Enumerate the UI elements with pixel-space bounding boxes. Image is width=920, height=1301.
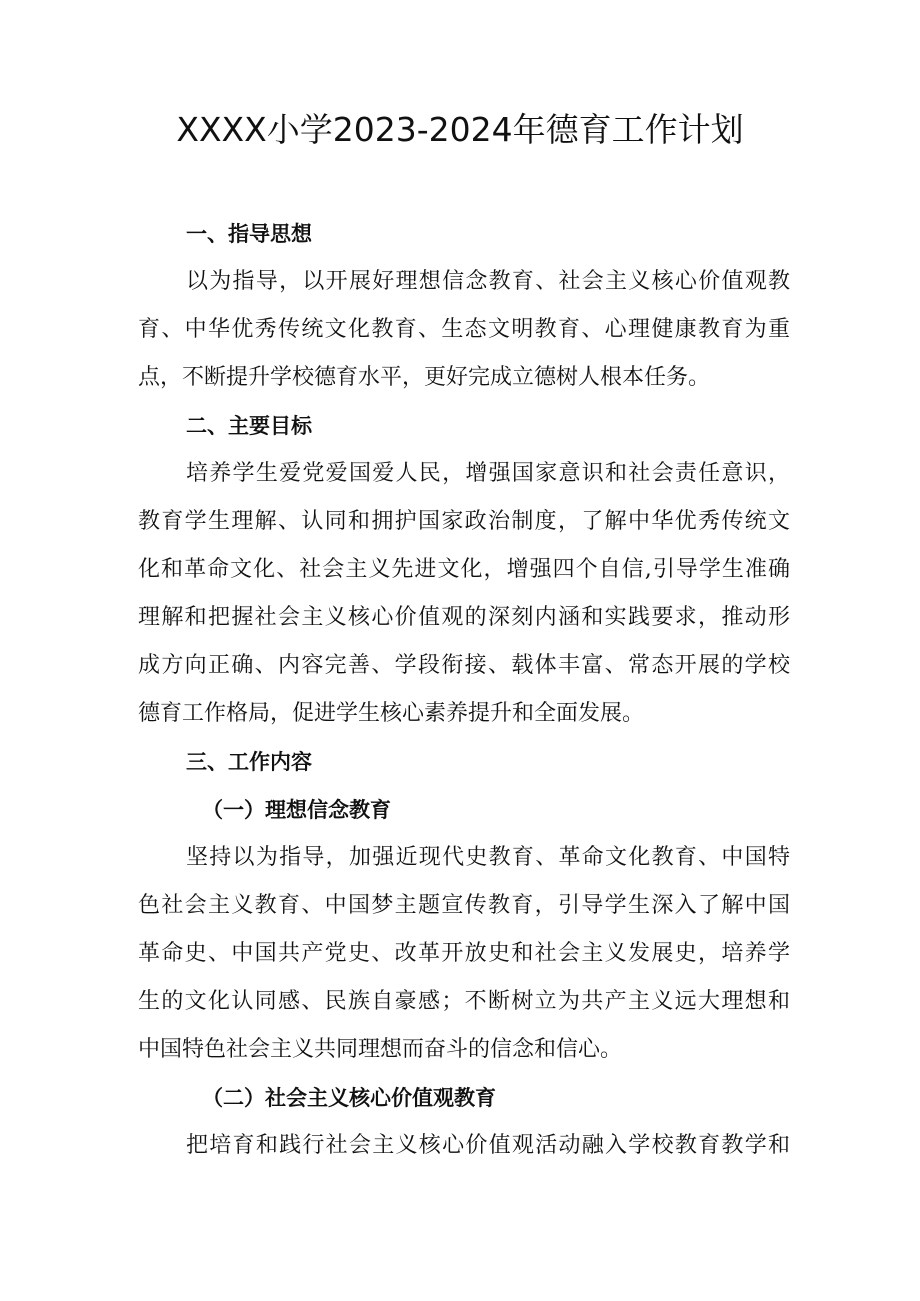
- paragraph-line: 化和革命文化、社会主义先进文化，增强四个自信,引导学生准确: [138, 557, 790, 582]
- subsection-heading-ideals-beliefs: （一）理想信念教育: [202, 798, 391, 822]
- paragraph-line: 教育学生理解、认同和拥护国家政治制度，了解中华优秀传统文: [138, 509, 790, 534]
- paragraph-line: 色社会主义教育、中国梦主题宣传教育，引导学生深入了解中国: [138, 893, 790, 918]
- paragraph-line: 培养学生爱党爱国爱人民，增强国家意识和社会责任意识，: [186, 461, 790, 486]
- paragraph-line: 生的文化认同感、民族自豪感；不断树立为共产主义远大理想和: [138, 989, 790, 1014]
- paragraph-line: 以为指导，以开展好理想信念教育、社会主义核心价值观教: [186, 269, 790, 294]
- document-body: [138, 210, 790, 1170]
- paragraph-line: 中国特色社会主义共同理想而奋斗的信念和信心。: [138, 1037, 623, 1062]
- paragraph-line: 德育工作格局，促进学生核心素养提升和全面发展。: [138, 701, 645, 726]
- paragraph-line: 坚持以为指导，加强近现代史教育、革命文化教育、中国特: [186, 845, 790, 870]
- paragraph-line: 成方向正确、内容完善、学段衔接、载体丰富、常态开展的学校: [138, 653, 790, 678]
- paragraph-line: 把培育和践行社会主义核心价值观活动融入学校教育教学和: [186, 1133, 790, 1158]
- subsection-heading-core-values: （二）社会主义核心价值观教育: [202, 1086, 496, 1110]
- document-title: XXXX小学2023-2024年德育工作计划: [176, 110, 744, 149]
- paragraph-guiding-ideology: [138, 258, 790, 402]
- section-heading-guiding-ideology: 一、指导思想: [186, 222, 312, 246]
- paragraph-line: 理解和把握社会主义核心价值观的深刻内涵和实践要求，推动形: [138, 605, 790, 630]
- paragraph-ideals-beliefs: [138, 834, 790, 1074]
- section-heading-main-goals: 二、主要目标: [186, 414, 312, 438]
- paragraph-core-values: [138, 1122, 790, 1170]
- paragraph-line: 育、中华优秀传统文化教育、生态文明教育、心理健康教育为重: [138, 317, 790, 342]
- paragraph-main-goals: [138, 450, 790, 738]
- paragraph-line: 革命史、中国共产党史、改革开放史和社会主义发展史，培养学: [138, 941, 790, 966]
- section-heading-work-content: 三、工作内容: [186, 750, 312, 774]
- paragraph-line: 点，不断提升学校德育水平，更好完成立德树人根本任务。: [138, 365, 711, 390]
